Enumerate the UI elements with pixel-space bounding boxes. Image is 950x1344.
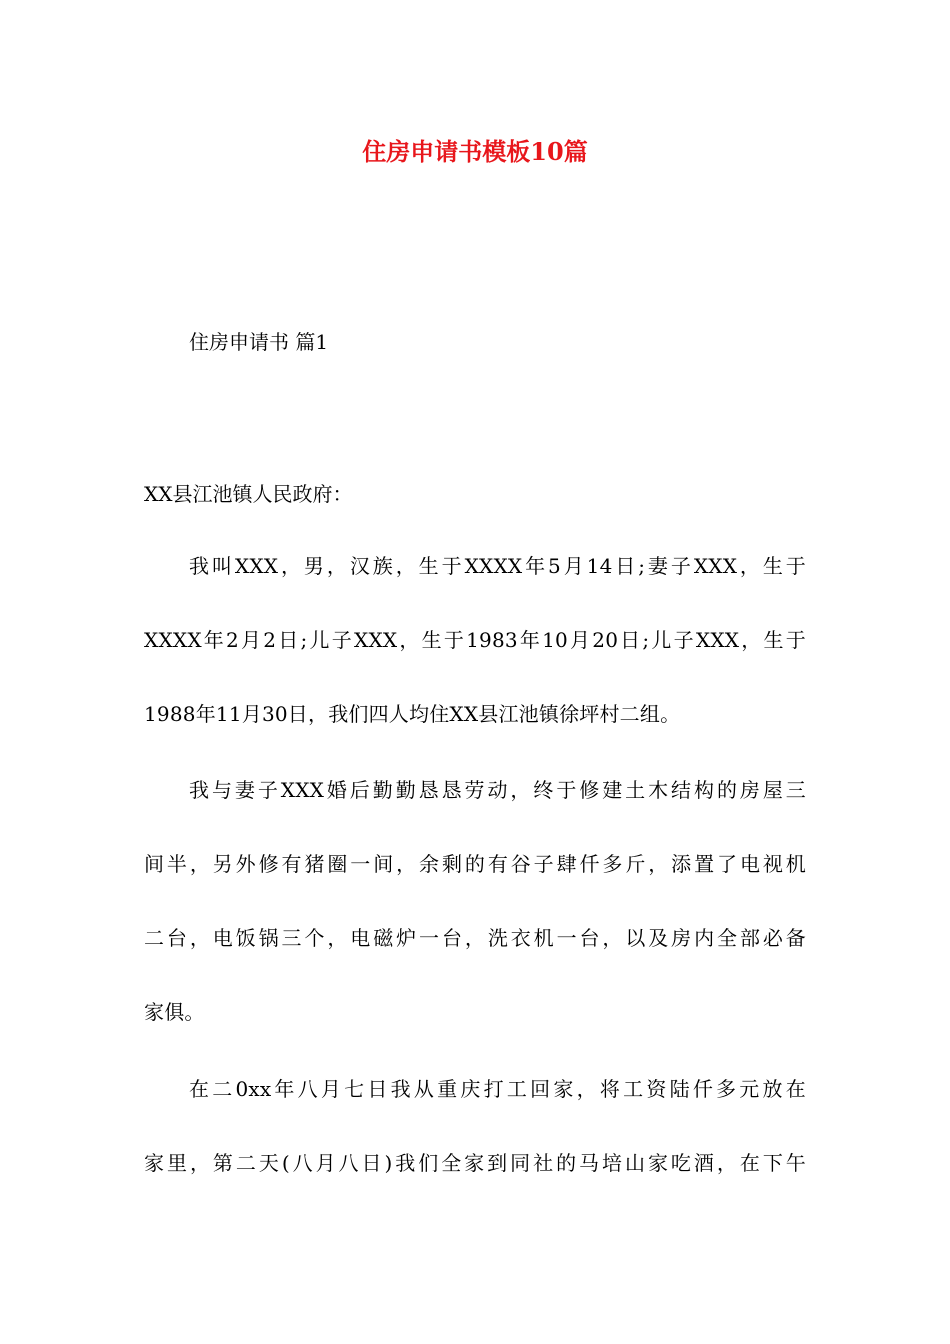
- paragraph-line: 在二0xx年八月七日我从重庆打工回家，将工资陆仟多元放在: [189, 1077, 806, 1101]
- paragraph-line: 我叫XXX，男，汉族，生于XXXX年5月14日;妻子XXX，生于: [189, 554, 806, 578]
- salutation: XX县江池镇人民政府：: [144, 482, 353, 506]
- paragraph-2: [144, 770, 806, 1066]
- paragraph-line: XXXX年2月2日;儿子XXX，生于1983年10月20日;儿子XXX，生于: [144, 628, 806, 652]
- section-heading: 住房申请书 篇1: [189, 330, 329, 354]
- paragraph-line: 二台，电饭锅三个，电磁炉一台，洗衣机一台，以及房内全部必备: [144, 926, 806, 950]
- document-title: 住房申请书模板10篇: [362, 137, 588, 166]
- paragraph-3: [144, 1069, 806, 1217]
- paragraph-1: [144, 546, 806, 768]
- paragraph-line: 家里，第二天(八月八日)我们全家到同社的马培山家吃酒，在下午: [144, 1151, 806, 1175]
- paragraph-line: 间半，另外修有猪圈一间，余剩的有谷子肆仟多斤，添置了电视机: [144, 852, 806, 876]
- paragraph-line: 1988年11月30日，我们四人均住XX县江池镇徐坪村二组。: [144, 702, 681, 726]
- paragraph-line: 我与妻子XXX婚后勤勤恳恳劳动，终于修建土木结构的房屋三: [189, 778, 806, 802]
- paragraph-line: 家俱。: [144, 1000, 205, 1024]
